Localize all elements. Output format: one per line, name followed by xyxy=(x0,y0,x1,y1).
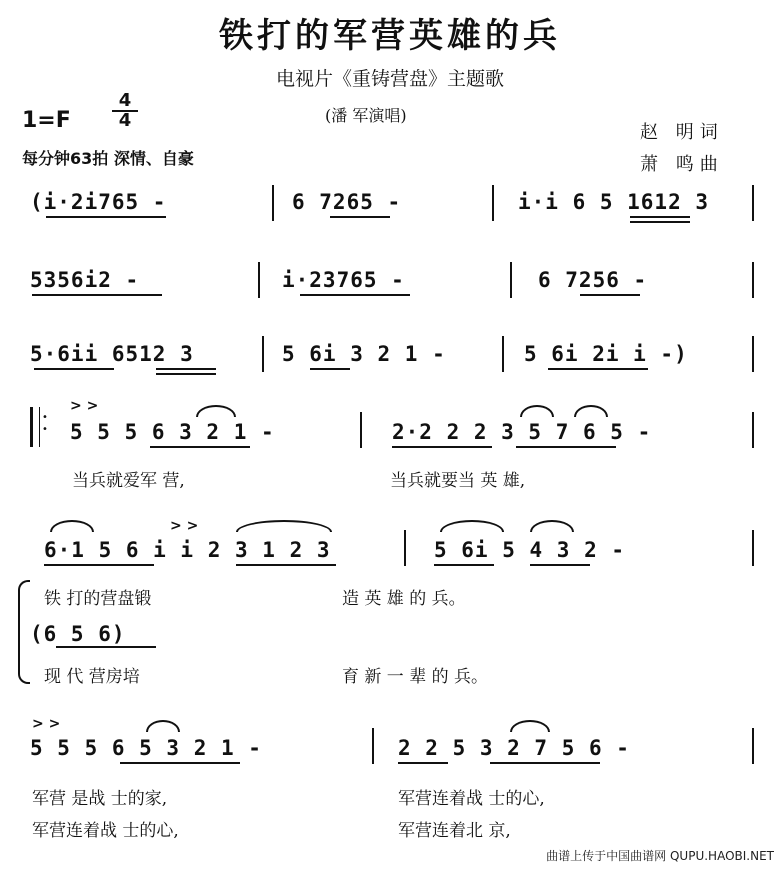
beam xyxy=(330,216,390,218)
lyric-line-5a: 军营连着战 士的心, xyxy=(32,821,179,841)
time-signature xyxy=(112,92,138,130)
beam xyxy=(236,564,336,566)
alt-notes: (6 5 6) xyxy=(30,622,126,646)
time-signature-bottom: 4 xyxy=(118,110,132,131)
barline xyxy=(752,262,754,298)
beam xyxy=(516,446,616,448)
beam xyxy=(32,294,162,296)
lyric-line-2b: 造 英 雄 的 兵。 xyxy=(342,589,466,609)
watermark-footer: 曲谱上传于中国曲谱网 QUPU.HAOBI.NET xyxy=(546,849,774,863)
repeat-dots: • • xyxy=(42,412,48,435)
accent-mark: > > xyxy=(32,716,61,732)
lyric-line-3a: 现 代 营房培 xyxy=(44,667,140,687)
song-subtitle: 电视片《重铸营盘》主题歌 xyxy=(275,68,504,90)
measure-1-2: 6 7265 - xyxy=(292,190,402,214)
lyric-line-4b: 军营连着战 士的心, xyxy=(398,789,545,809)
beam xyxy=(120,762,240,764)
beam xyxy=(34,368,114,370)
barline xyxy=(262,336,264,372)
measure-4-1: 5 5 5 6 3 2 1 - xyxy=(70,420,275,444)
beam xyxy=(46,216,166,218)
beam xyxy=(630,216,690,218)
measure-2-2: i·23765 - xyxy=(282,268,405,292)
barline xyxy=(752,412,754,448)
barline xyxy=(752,336,754,372)
lyric-line-1b: 当兵就要当 英 雄, xyxy=(390,471,526,491)
barline xyxy=(272,185,274,221)
measure-3-1: 5·6ii 6512 3 xyxy=(30,342,194,366)
beam xyxy=(490,762,600,764)
repeat-start-barline xyxy=(30,407,40,447)
barline xyxy=(752,530,754,566)
lyric-line-2a: 铁 打的营盘锻 xyxy=(44,589,152,609)
measure-5-2: 5 6i 5 4 3 2 - xyxy=(434,538,626,562)
measure-3-2: 5 6i 3 2 1 - xyxy=(282,342,446,366)
barline xyxy=(510,262,512,298)
barline xyxy=(752,728,754,764)
composer-credit: 萧 鸣曲 xyxy=(640,154,724,175)
slur xyxy=(520,405,554,417)
accent-mark: > > xyxy=(70,398,99,414)
beam xyxy=(156,368,216,370)
barline xyxy=(258,262,260,298)
beam xyxy=(392,446,492,448)
slur xyxy=(236,520,332,532)
slur xyxy=(530,520,574,532)
measure-2-1: 5356i2 - xyxy=(30,268,140,292)
beam xyxy=(44,564,154,566)
barline xyxy=(404,530,406,566)
barline xyxy=(492,185,494,221)
slur xyxy=(146,720,180,732)
beam xyxy=(56,646,156,648)
beam xyxy=(530,564,590,566)
lyricist-credit: 赵 明词 xyxy=(640,122,724,143)
measure-4-2: 2·2 2 2 3 5 7 6 5 - xyxy=(392,420,652,444)
verse-brace xyxy=(18,580,30,684)
beam xyxy=(300,294,410,296)
barline xyxy=(372,728,374,764)
time-signature-top: 4 xyxy=(118,90,132,111)
slur xyxy=(510,720,550,732)
measure-1-3: i·i 6 5 1612 3 xyxy=(518,190,710,214)
beam xyxy=(310,368,350,370)
slur xyxy=(50,520,94,532)
slur xyxy=(574,405,608,417)
singer-credit: (潘 军演唱) xyxy=(325,106,407,125)
beam xyxy=(580,294,640,296)
lyric-line-1a: 当兵就爱军 营, xyxy=(72,471,185,491)
song-title: 铁打的军营英雄的兵 xyxy=(219,16,561,56)
barline xyxy=(752,185,754,221)
tempo-marking: 每分钟63拍 深情、自豪 xyxy=(22,149,194,168)
measure-1-1: (i·2i765 - xyxy=(30,190,167,214)
accent-mark: > > xyxy=(170,518,199,534)
beam xyxy=(434,564,494,566)
beam xyxy=(156,373,216,375)
measure-3-3: 5 6i 2i i -) xyxy=(524,342,688,366)
beam xyxy=(150,446,250,448)
beam xyxy=(630,221,690,223)
measure-2-3: 6 7256 - xyxy=(538,268,648,292)
barline xyxy=(502,336,504,372)
lyric-line-4a: 军营 是战 士的家, xyxy=(32,789,168,809)
lyric-line-3b: 育 新 一 辈 的 兵。 xyxy=(342,667,489,687)
slur xyxy=(440,520,504,532)
measure-6-2: 2 2 5 3 2 7 5 6 - xyxy=(398,736,630,760)
lyric-line-5b: 军营连着北 京, xyxy=(398,821,511,841)
beam xyxy=(398,762,448,764)
measure-6-1: 5 5 5 6 5 3 2 1 - xyxy=(30,736,262,760)
beam xyxy=(548,368,648,370)
slur xyxy=(196,405,236,417)
barline xyxy=(360,412,362,448)
measure-5-1: 6·1 5 6 i i 2 3 1 2 3 xyxy=(44,538,331,562)
key-signature: 1=F xyxy=(22,108,71,133)
